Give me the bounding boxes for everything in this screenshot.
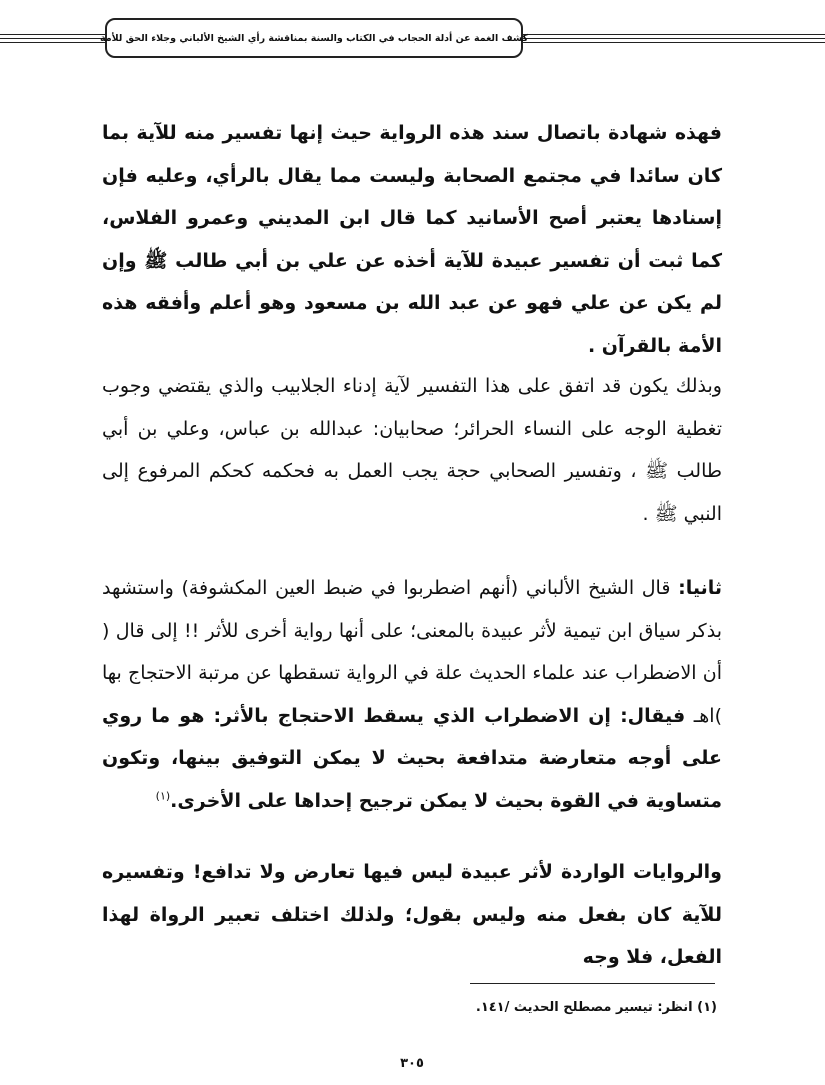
running-header-title: كشف الغمة عن أدلة الحجاب في الكتاب والسنة بمناقشة رأي الشيخ الألباني وجلاء الحق للأمة [99,32,529,44]
footnote-reference[interactable]: (١) [155,789,171,803]
paragraph-2: وبذلك يكون قد اتفق على هذا التفسير لآية إدناء الجلابيب والذي يقتضي وجوب تغطية الوجه على النساء الحرائر؛ صحابيان: عبدالله بن عباس، وعلي بن أبي طالب ﷺ ، وتفسير الصحابي حجة يجب العمل به فحكمه كحكم المرفوع إلى النبي ﷺ . [102,375,722,525]
paragraph-1: فهذه شهادة باتصال سند هذه الرواية حيث إنها تفسير منه للآية بما كان سائدا في مجتمع الصحابة وليست مما يقال بالرأي، وعليه فإن إسنادها يعتبر أصح الأسانيد كما قال ابن المديني وعمرو الفلاس، كما ثبت أن تفسير عبيدة للآية أخذه عن علي بن أبي طالب ﷺ وإن لم يكن عن علي فهو عن عبد الله بن مسعود وهو أعلم وأفقه هذه الأمة بالقرآن . [102,122,722,357]
paragraph-3 [102,567,722,823]
paragraph-3-response: فيقال: إن الاضطراب الذي يسقط الاحتجاج بالأثر: هو ما روي على أوجه متعارضة متدافعة بحيث لا يمكن التوفيق بينها، وتكون متساوية في القوة بحيث لا يمكن ترجيح إحداها على الأخرى. [102,704,722,812]
paragraph-4: والروايات الواردة لأثر عبيدة ليس فيها تعارض ولا تدافع! وتفسيره للآية كان بفعل منه وليس بقول؛ ولذلك اختلف تعبير الرواة لهذا الفعل، فلا وجه [102,861,722,969]
footnote-separator [470,983,715,984]
footnote: (١) انظر: تيسير مصطلح الحديث /١٤١. [475,1000,717,1015]
paragraph-3-quote: قال الشيخ الألباني (أنهم اضطربوا في ضبط العين المكشوفة) واستشهد بذكر سياق ابن تيمية لأثر عبيدة بالمعنى؛ على أنها رواية أخرى للأثر !! إلى قال ( أن الاضطراب عند علماء الحديث علة في الرواية تسقطها عن مرتبة الاحتجاج بها )اهـ [102,577,722,727]
running-header [99,18,529,58]
paragraph-3-lead: ثانيا: [678,577,722,599]
page-number: ٣٠٥ [400,1056,424,1071]
